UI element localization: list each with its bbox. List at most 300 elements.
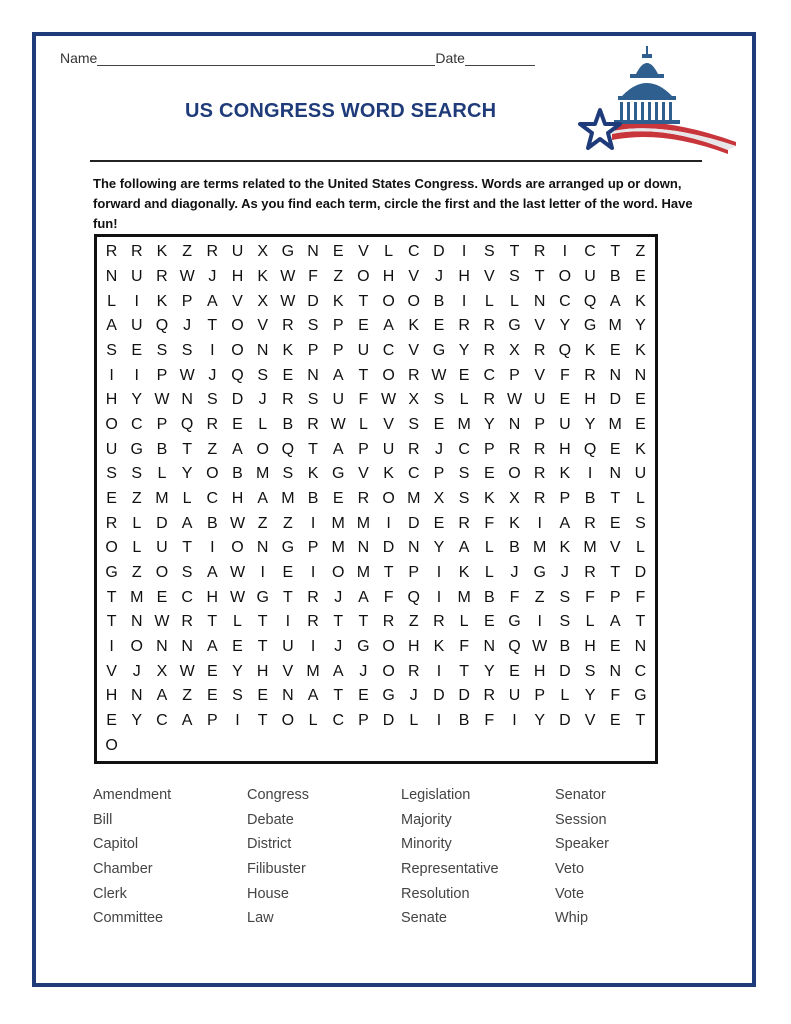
grid-letter[interactable]: P (483, 440, 495, 458)
grid-letter[interactable]: P (534, 687, 545, 705)
grid-letter[interactable]: L (459, 391, 469, 409)
grid-letter[interactable]: U (382, 440, 395, 458)
grid-letter[interactable]: K (307, 465, 319, 483)
grid-letter[interactable]: H (105, 687, 118, 705)
grid-letter[interactable]: P (534, 415, 545, 433)
grid-letter[interactable]: P (509, 366, 520, 384)
grid-letter[interactable]: M (281, 489, 295, 507)
grid-letter[interactable]: H (231, 489, 244, 507)
grid-letter[interactable]: J (132, 662, 141, 680)
grid-letter[interactable]: W (229, 588, 246, 606)
grid-letter[interactable]: E (635, 391, 646, 409)
grid-letter[interactable]: X (408, 391, 420, 409)
grid-letter[interactable]: D (458, 687, 470, 705)
grid-letter[interactable]: H (584, 391, 596, 409)
grid-letter[interactable]: Q (583, 292, 597, 310)
grid-letter[interactable]: I (260, 563, 265, 581)
grid-letter[interactable]: R (282, 391, 294, 409)
grid-letter[interactable]: E (433, 415, 445, 433)
grid-letter[interactable]: M (130, 588, 144, 606)
grid-letter[interactable]: V (358, 465, 369, 483)
grid-letter[interactable]: R (584, 366, 596, 384)
grid-letter[interactable]: S (181, 563, 193, 581)
grid-letter[interactable]: G (281, 243, 295, 261)
grid-letter[interactable]: L (635, 539, 645, 557)
grid-letter[interactable]: B (483, 588, 495, 606)
grid-letter[interactable]: E (282, 366, 294, 384)
grid-letter[interactable]: T (308, 440, 318, 458)
grid-letter[interactable]: W (532, 637, 548, 655)
grid-letter[interactable]: W (179, 267, 195, 285)
grid-letter[interactable]: R (307, 613, 319, 631)
grid-letter[interactable]: Z (131, 563, 142, 581)
grid-letter[interactable]: R (483, 341, 496, 359)
grid-letter[interactable]: S (307, 391, 319, 409)
grid-letter[interactable]: N (130, 687, 143, 705)
grid-letter[interactable]: J (434, 267, 443, 285)
grid-letter[interactable]: U (231, 243, 244, 261)
grid-letter[interactable]: T (106, 613, 117, 631)
grid-letter[interactable]: C (483, 366, 496, 384)
grid-letter[interactable]: S (408, 415, 420, 433)
grid-letter[interactable]: Q (231, 366, 244, 384)
grid-letter[interactable]: T (358, 366, 369, 384)
grid-letter[interactable]: I (587, 465, 593, 483)
grid-letter[interactable]: O (281, 711, 295, 729)
grid-letter[interactable]: T (610, 243, 621, 261)
grid-letter[interactable]: M (356, 563, 371, 581)
grid-letter[interactable]: N (130, 613, 143, 631)
grid-letter[interactable]: O (382, 366, 395, 384)
grid-letter[interactable]: P (609, 588, 621, 606)
grid-letter[interactable]: Q (281, 440, 295, 458)
grid-letter[interactable]: G (432, 341, 446, 359)
grid-letter[interactable]: G (382, 687, 395, 705)
grid-letter[interactable]: G (331, 465, 345, 483)
grid-letter[interactable]: H (458, 267, 470, 285)
grid-letter[interactable]: Z (207, 440, 218, 458)
grid-letter[interactable]: O (382, 489, 395, 507)
grid-letter[interactable]: T (534, 267, 545, 285)
grid-letter[interactable]: J (334, 637, 343, 655)
grid-letter[interactable]: K (559, 539, 571, 557)
grid-letter[interactable]: M (533, 539, 547, 557)
grid-letter[interactable]: T (610, 563, 621, 581)
grid-letter[interactable]: D (307, 292, 319, 310)
grid-letter[interactable]: T (257, 613, 268, 631)
grid-letter[interactable]: K (408, 317, 420, 335)
grid-letter[interactable]: T (358, 613, 369, 631)
grid-letter[interactable]: I (310, 514, 316, 532)
grid-letter[interactable]: R (533, 341, 546, 359)
grid-letter[interactable]: I (109, 366, 114, 384)
grid-letter[interactable]: L (258, 415, 268, 433)
grid-letter[interactable]: H (256, 662, 269, 680)
grid-letter[interactable]: Q (508, 637, 521, 655)
grid-letter[interactable]: D (559, 662, 571, 680)
grid-letter[interactable]: P (358, 711, 369, 729)
grid-letter[interactable]: W (280, 267, 296, 285)
grid-letter[interactable]: T (509, 243, 520, 261)
grid-letter[interactable]: O (231, 317, 244, 335)
grid-letter[interactable]: C (332, 711, 344, 729)
grid-letter[interactable]: K (635, 440, 646, 458)
grid-letter[interactable]: Q (180, 415, 194, 433)
grid-letter[interactable]: E (609, 711, 621, 729)
grid-letter[interactable]: N (609, 465, 621, 483)
grid-letter[interactable]: A (206, 292, 218, 310)
grid-letter[interactable]: K (509, 514, 520, 532)
grid-letter[interactable]: P (358, 440, 369, 458)
grid-letter[interactable]: M (407, 489, 421, 507)
grid-letter[interactable]: E (257, 687, 268, 705)
grid-letter[interactable]: G (634, 687, 647, 705)
grid-letter[interactable]: E (206, 687, 218, 705)
grid-letter[interactable]: I (109, 637, 114, 655)
grid-letter[interactable]: N (634, 637, 647, 655)
grid-letter[interactable]: V (483, 267, 495, 285)
grid-letter[interactable]: L (484, 563, 494, 581)
grid-letter[interactable]: S (483, 243, 495, 261)
grid-letter[interactable]: K (584, 341, 596, 359)
grid-letter[interactable]: C (559, 292, 571, 310)
grid-letter[interactable]: L (132, 514, 142, 532)
grid-letter[interactable]: K (483, 489, 495, 507)
grid-letter[interactable]: E (358, 687, 369, 705)
grid-letter[interactable]: O (231, 341, 244, 359)
grid-letter[interactable]: L (233, 613, 242, 631)
grid-letter[interactable]: V (282, 662, 294, 680)
grid-letter[interactable]: L (182, 489, 192, 507)
grid-letter[interactable]: N (533, 292, 546, 310)
grid-letter[interactable]: R (508, 440, 521, 458)
grid-letter[interactable]: U (634, 465, 647, 483)
grid-letter[interactable]: L (308, 711, 318, 729)
grid-letter[interactable]: E (156, 588, 168, 606)
grid-letter[interactable]: Q (558, 341, 572, 359)
grid-letter[interactable]: G (281, 539, 295, 557)
grid-letter[interactable]: O (105, 539, 118, 557)
grid-letter[interactable]: E (483, 465, 495, 483)
grid-letter[interactable]: J (359, 662, 368, 680)
grid-letter[interactable]: B (206, 514, 218, 532)
grid-letter[interactable]: E (232, 637, 243, 655)
grid-letter[interactable]: H (105, 391, 118, 409)
grid-letter[interactable]: W (506, 391, 523, 409)
grid-letter[interactable]: N (483, 637, 496, 655)
grid-letter[interactable]: P (206, 711, 218, 729)
grid-letter[interactable]: D (407, 514, 420, 532)
grid-letter[interactable]: S (559, 588, 571, 606)
grid-letter[interactable]: I (537, 613, 542, 631)
grid-letter[interactable]: W (229, 514, 246, 532)
grid-letter[interactable]: I (310, 637, 316, 655)
grid-letter[interactable]: O (357, 267, 370, 285)
grid-letter[interactable]: M (457, 415, 471, 433)
grid-letter[interactable]: V (232, 292, 243, 310)
grid-letter[interactable]: P (433, 465, 445, 483)
grid-letter[interactable]: V (534, 366, 545, 384)
grid-letter[interactable]: R (483, 317, 496, 335)
grid-letter[interactable]: E (433, 317, 445, 335)
grid-letter[interactable]: C (634, 662, 647, 680)
grid-letter[interactable]: J (183, 317, 192, 335)
grid-letter[interactable]: L (510, 292, 519, 310)
grid-letter[interactable]: T (610, 489, 621, 507)
grid-letter[interactable]: F (509, 588, 520, 606)
grid-letter[interactable]: D (231, 391, 244, 409)
grid-letter[interactable]: G (357, 637, 370, 655)
grid-letter[interactable]: K (332, 292, 344, 310)
grid-letter[interactable]: Z (408, 613, 419, 631)
grid-letter[interactable]: Y (458, 341, 470, 359)
grid-letter[interactable]: N (156, 637, 168, 655)
grid-letter[interactable]: E (609, 637, 621, 655)
grid-letter[interactable]: K (635, 292, 646, 310)
grid-letter[interactable]: Z (257, 514, 268, 532)
grid-letter[interactable]: D (433, 243, 445, 261)
grid-letter[interactable]: H (206, 588, 219, 606)
grid-letter[interactable]: B (433, 292, 445, 310)
grid-letter[interactable]: F (635, 588, 646, 606)
grid-letter[interactable]: R (282, 317, 294, 335)
grid-letter[interactable]: V (408, 267, 420, 285)
grid-letter[interactable]: W (381, 391, 397, 409)
grid-letter[interactable]: Z (333, 267, 344, 285)
grid-letter[interactable]: L (635, 489, 645, 507)
grid-letter[interactable]: O (382, 662, 395, 680)
grid-letter[interactable]: E (332, 489, 344, 507)
grid-letter[interactable]: T (333, 687, 344, 705)
grid-letter[interactable]: E (609, 440, 621, 458)
grid-letter[interactable]: A (559, 514, 571, 532)
grid-letter[interactable]: O (382, 637, 395, 655)
grid-letter[interactable]: A (307, 687, 319, 705)
grid-letter[interactable]: R (584, 563, 596, 581)
grid-letter[interactable]: I (436, 563, 442, 581)
grid-letter[interactable]: N (357, 539, 370, 557)
grid-letter[interactable]: A (609, 292, 621, 310)
grid-letter[interactable]: E (106, 489, 117, 507)
grid-letter[interactable]: U (584, 267, 596, 285)
grid-letter[interactable]: B (609, 267, 621, 285)
grid-letter[interactable]: N (105, 267, 118, 285)
grid-letter[interactable]: O (231, 539, 244, 557)
grid-letter[interactable]: Z (182, 687, 193, 705)
grid-letter[interactable]: E (332, 243, 344, 261)
grid-letter[interactable]: C (382, 341, 395, 359)
grid-letter[interactable]: T (182, 440, 193, 458)
grid-letter[interactable]: M (356, 514, 371, 532)
grid-letter[interactable]: I (436, 711, 442, 729)
grid-letter[interactable]: P (332, 317, 344, 335)
grid-letter[interactable]: S (232, 687, 243, 705)
grid-letter[interactable]: M (155, 489, 169, 507)
grid-letter[interactable]: X (257, 243, 268, 261)
grid-letter[interactable]: Q (407, 588, 420, 606)
grid-letter[interactable]: C (206, 489, 219, 507)
grid-letter[interactable]: V (408, 341, 420, 359)
grid-letter[interactable]: V (257, 317, 268, 335)
grid-letter[interactable]: J (334, 588, 343, 606)
grid-letter[interactable]: B (509, 539, 520, 557)
grid-letter[interactable]: B (156, 440, 168, 458)
grid-letter[interactable]: J (434, 440, 443, 458)
grid-letter[interactable]: H (231, 267, 244, 285)
grid-letter[interactable]: H (584, 637, 596, 655)
grid-letter[interactable]: A (609, 613, 621, 631)
grid-letter[interactable]: O (130, 637, 143, 655)
grid-letter[interactable]: B (232, 465, 243, 483)
grid-letter[interactable]: Z (282, 514, 293, 532)
grid-letter[interactable]: E (509, 662, 520, 680)
grid-letter[interactable]: Y (181, 465, 193, 483)
grid-letter[interactable]: Y (433, 539, 445, 557)
grid-letter[interactable]: T (333, 613, 344, 631)
grid-letter[interactable]: F (459, 637, 470, 655)
grid-letter[interactable]: O (206, 465, 219, 483)
grid-letter[interactable]: M (583, 539, 597, 557)
grid-letter[interactable]: L (384, 243, 394, 261)
grid-letter[interactable]: N (609, 662, 621, 680)
grid-letter[interactable]: J (510, 563, 519, 581)
grid-letter[interactable]: K (383, 465, 394, 483)
grid-letter[interactable]: N (282, 687, 294, 705)
grid-letter[interactable]: K (156, 243, 168, 261)
grid-letter[interactable]: F (308, 267, 318, 285)
grid-letter[interactable]: R (407, 366, 420, 384)
grid-letter[interactable]: X (257, 292, 268, 310)
grid-letter[interactable]: T (207, 317, 218, 335)
grid-letter[interactable]: T (635, 711, 646, 729)
grid-letter[interactable]: U (533, 391, 546, 409)
grid-letter[interactable]: L (132, 539, 142, 557)
grid-letter[interactable]: M (608, 317, 622, 335)
grid-letter[interactable]: L (459, 613, 469, 631)
grid-letter[interactable]: A (383, 317, 394, 335)
grid-letter[interactable]: D (559, 711, 571, 729)
grid-letter[interactable]: R (483, 391, 496, 409)
grid-letter[interactable]: X (509, 341, 520, 359)
grid-letter[interactable]: V (358, 243, 369, 261)
grid-letter[interactable]: V (534, 317, 545, 335)
grid-letter[interactable]: W (154, 613, 170, 631)
grid-letter[interactable]: H (533, 662, 546, 680)
grid-letter[interactable]: P (559, 489, 571, 507)
grid-letter[interactable]: M (306, 662, 320, 680)
grid-letter[interactable]: H (382, 267, 395, 285)
grid-letter[interactable]: S (181, 341, 193, 359)
grid-letter[interactable]: M (457, 588, 471, 606)
grid-letter[interactable]: R (458, 317, 470, 335)
grid-letter[interactable]: M (331, 539, 345, 557)
grid-letter[interactable]: K (433, 637, 445, 655)
grid-letter[interactable]: B (307, 489, 319, 507)
grid-letter[interactable]: P (156, 415, 168, 433)
grid-letter[interactable]: C (130, 415, 143, 433)
grid-letter[interactable]: A (332, 366, 344, 384)
grid-letter[interactable]: G (508, 613, 521, 631)
grid-letter[interactable]: N (407, 539, 420, 557)
grid-letter[interactable]: T (106, 588, 117, 606)
grid-letter[interactable]: W (431, 366, 447, 384)
grid-letter[interactable]: A (257, 489, 268, 507)
grid-letter[interactable]: M (256, 465, 270, 483)
grid-letter[interactable]: A (358, 588, 369, 606)
grid-letter[interactable]: E (559, 391, 571, 409)
grid-letter[interactable]: I (512, 711, 517, 729)
grid-letter[interactable]: C (156, 711, 168, 729)
grid-letter[interactable]: I (285, 613, 291, 631)
grid-letter[interactable]: V (584, 711, 596, 729)
grid-letter[interactable]: L (560, 687, 570, 705)
grid-letter[interactable]: B (559, 637, 571, 655)
grid-letter[interactable]: T (358, 292, 369, 310)
grid-letter[interactable]: T (282, 588, 293, 606)
grid-letter[interactable]: R (105, 514, 118, 532)
grid-letter[interactable]: H (407, 637, 420, 655)
grid-letter[interactable]: J (208, 267, 217, 285)
grid-letter[interactable]: S (458, 489, 470, 507)
grid-letter[interactable]: F (383, 588, 394, 606)
grid-letter[interactable]: C (407, 465, 420, 483)
grid-letter[interactable]: G (508, 317, 521, 335)
grid-letter[interactable]: D (433, 687, 445, 705)
grid-letter[interactable]: S (257, 366, 268, 384)
grid-letter[interactable]: A (332, 440, 344, 458)
grid-letter[interactable]: T (207, 613, 218, 631)
grid-letter[interactable]: I (134, 292, 139, 310)
grid-letter[interactable]: U (130, 267, 143, 285)
grid-letter[interactable]: T (257, 711, 268, 729)
grid-letter[interactable]: D (382, 711, 395, 729)
grid-letter[interactable]: K (156, 292, 168, 310)
grid-letter[interactable]: S (584, 662, 596, 680)
grid-letter[interactable]: C (584, 243, 596, 261)
grid-letter[interactable]: O (256, 440, 269, 458)
grid-letter[interactable]: A (206, 637, 218, 655)
grid-letter[interactable]: I (310, 563, 316, 581)
grid-letter[interactable]: D (156, 514, 168, 532)
grid-letter[interactable]: F (559, 366, 570, 384)
grid-letter[interactable]: Z (635, 243, 646, 261)
grid-letter[interactable]: S (106, 465, 117, 483)
grid-letter[interactable]: L (409, 711, 419, 729)
grid-letter[interactable]: R (458, 514, 470, 532)
grid-letter[interactable]: F (610, 687, 621, 705)
grid-letter[interactable]: W (229, 563, 246, 581)
grid-letter[interactable]: L (157, 465, 167, 483)
grid-letter[interactable]: Z (131, 489, 142, 507)
grid-letter[interactable]: I (537, 514, 542, 532)
grid-letter[interactable]: P (307, 341, 319, 359)
grid-letter[interactable]: S (131, 465, 143, 483)
grid-letter[interactable]: A (206, 563, 218, 581)
grid-letter[interactable]: F (484, 711, 495, 729)
grid-letter[interactable]: F (585, 588, 595, 606)
grid-letter[interactable]: E (106, 711, 117, 729)
grid-letter[interactable]: E (609, 514, 621, 532)
grid-letter[interactable]: S (106, 341, 117, 359)
grid-letter[interactable]: J (560, 563, 569, 581)
grid-letter[interactable]: D (634, 563, 647, 581)
grid-letter[interactable]: K (559, 465, 571, 483)
grid-letter[interactable]: N (307, 243, 319, 261)
grid-letter[interactable]: F (484, 514, 495, 532)
grid-letter[interactable]: M (608, 415, 622, 433)
grid-letter[interactable]: N (307, 366, 319, 384)
grid-letter[interactable]: I (210, 539, 215, 557)
